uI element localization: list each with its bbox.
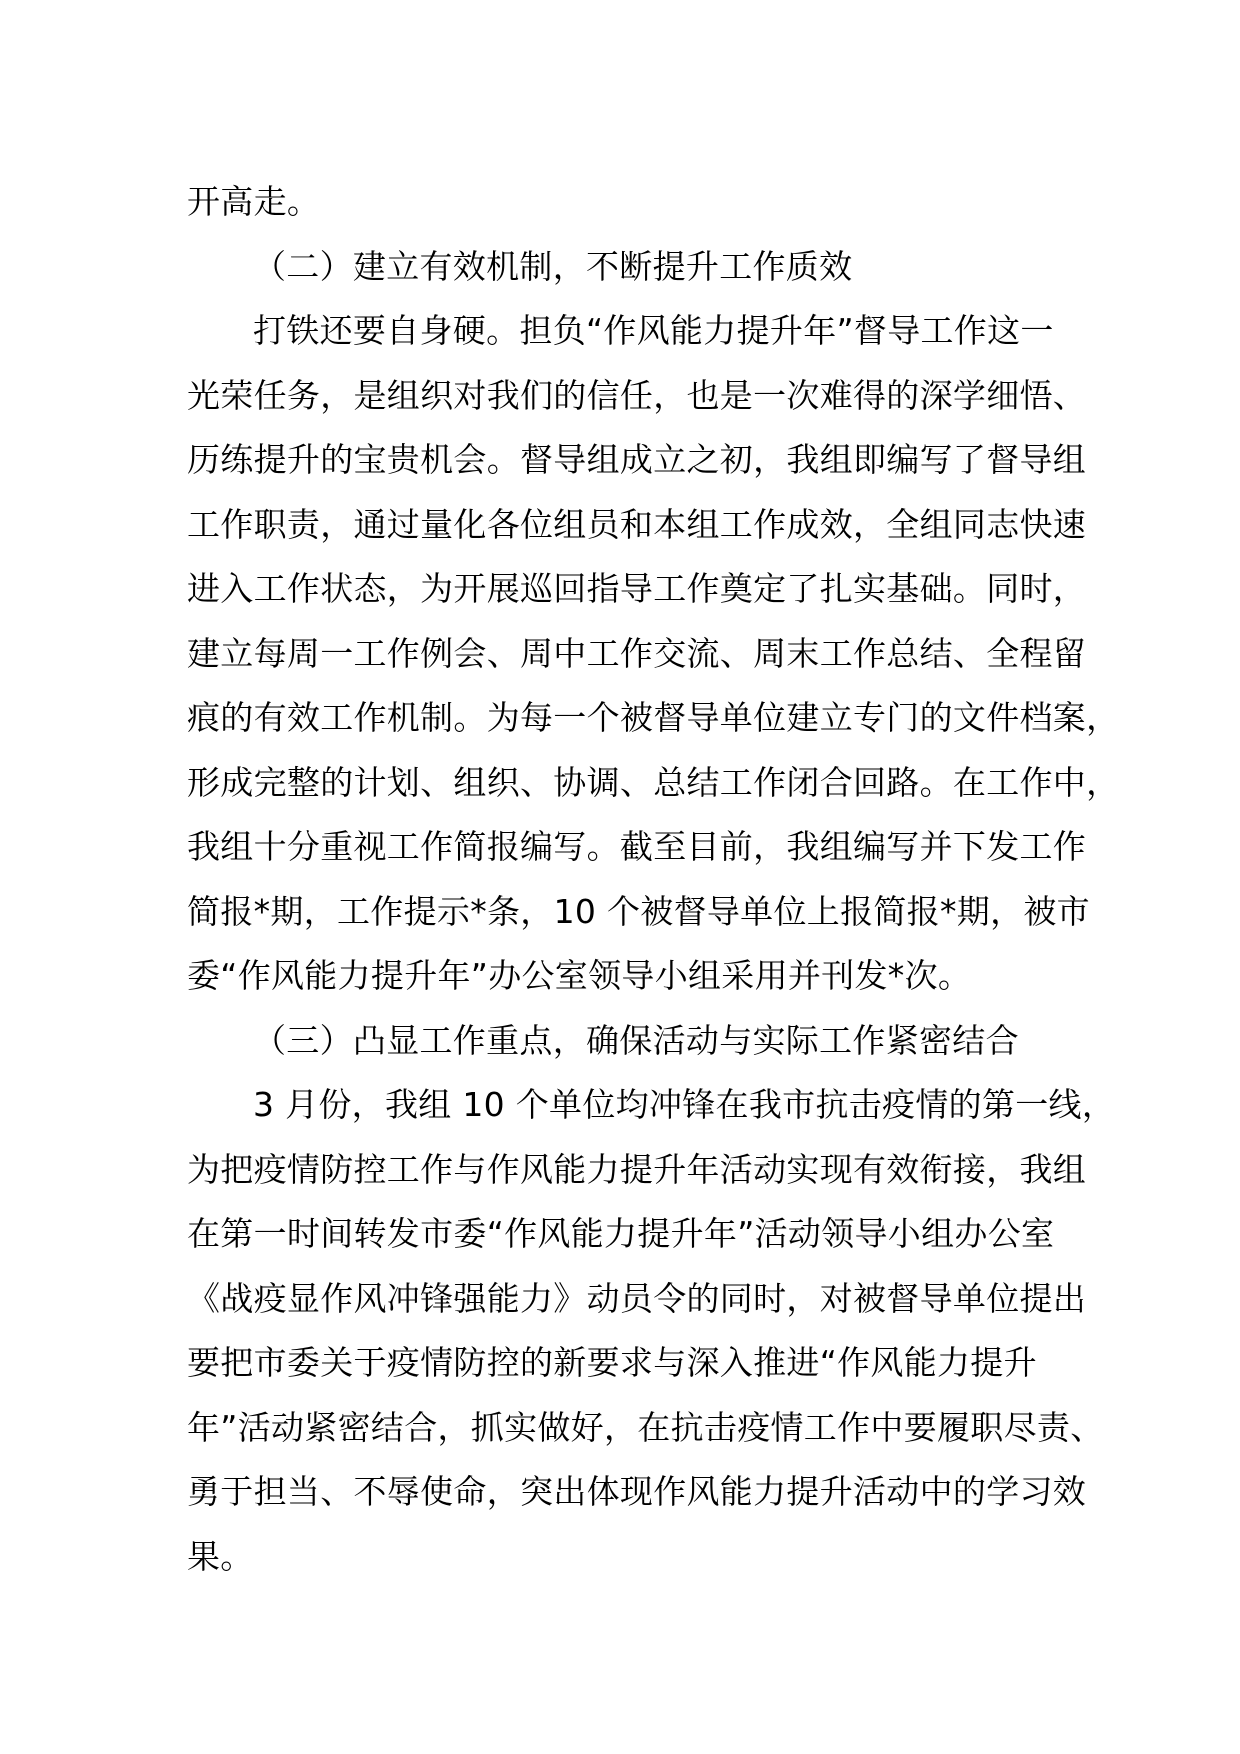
text-line: 要把市委关于疫情防控的新要求与深入推进“作风能力提升 xyxy=(187,1343,1037,1382)
text-line: 简报*期，工作提示*条，10 个被督导单位上报简报*期，被市 xyxy=(187,891,1090,931)
text-line: 《战疫显作风冲锋强能力》动员令的同时，对被督导单位提出 xyxy=(187,1278,1087,1318)
text-line: 开高走。 xyxy=(187,182,321,221)
paragraph-first-line: 3 月份，我组 10 个单位均冲锋在我市抗击疫情的第一线， xyxy=(253,1085,1116,1124)
text-line: 委“作风能力提升年”办公室领导小组采用并刊发*次。 xyxy=(187,956,972,995)
text-line: 果。 xyxy=(187,1536,254,1576)
text-line: 痕的有效工作机制。为每一个被督导单位建立专门的文件档案， xyxy=(187,698,1120,737)
text-line: 光荣任务，是组织对我们的信任，也是一次难得的深学细悟、 xyxy=(187,375,1087,415)
section-heading: （二）建立有效机制，不断提升工作质效 xyxy=(253,246,853,286)
text-line: 为把疫情防控工作与作风能力提升年活动实现有效衔接，我组 xyxy=(187,1149,1087,1189)
paragraph-first-line: 打铁还要自身硬。担负“作风能力提升年”督导工作这一 xyxy=(253,311,1054,350)
text-line: 建立每周一工作例会、周中工作交流、周末工作总结、全程留 xyxy=(187,633,1087,673)
text-line: 年”活动紧密结合，抓实做好，在抗击疫情工作中要履职尽责、 xyxy=(187,1407,1104,1447)
document-body xyxy=(187,170,1120,1589)
text-line: 历练提升的宝贵机会。督导组成立之初，我组即编写了督导组 xyxy=(187,440,1087,479)
text-line: 形成完整的计划、组织、协调、总结工作闭合回路。在工作中， xyxy=(187,762,1120,802)
text-line: 在第一时间转发市委“作风能力提升年”活动领导小组办公室 xyxy=(187,1214,1055,1253)
text-line: 我组十分重视工作简报编写。截至目前，我组编写并下发工作 xyxy=(187,827,1087,866)
text-line: 工作职责，通过量化各位组员和本组工作成效，全组同志快速 xyxy=(187,504,1087,544)
text-line: 勇于担当、不辱使命，突出体现作风能力提升活动中的学习效 xyxy=(187,1472,1087,1511)
text-line: 进入工作状态，为开展巡回指导工作奠定了扎实基础。同时， xyxy=(187,569,1087,608)
section-heading: （三）凸显工作重点，确保活动与实际工作紧密结合 xyxy=(253,1020,1019,1060)
